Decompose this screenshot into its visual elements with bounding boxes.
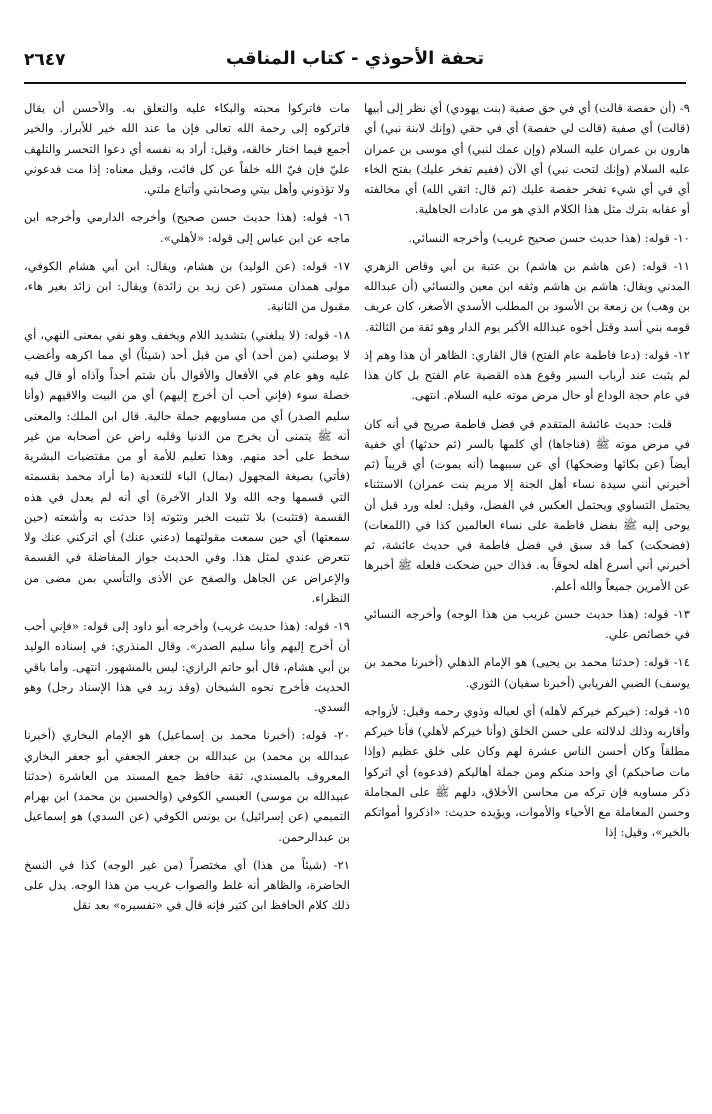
paragraph-note-10: ١٠- قوله: (هذا حديث حسن صحيح غريب) وأخرجه النسائي.: [408, 230, 690, 245]
running-title: تحفة الأحوذي - كتاب المناقب: [225, 48, 485, 69]
paragraph-note-17: ١٧- قوله: (عن الوليد) بن هشام، ويقال: ابن أبي هشام الكوفي، مولى همدان مستور (عن زيد بن زائدة) ويقال: ابن زائد بغير هاء، مقبول من الثانية.: [24, 258, 350, 314]
paragraph-note-18: ١٨- قوله: (لا يبلغني) بتشديد اللام ويخفف وهو نفي بمعنى النهي، أي لا يوصلني (من أحد) أي من قبل أحد (شيئاً) أي مما اكرهه وأغضب عليه وهو عام في الأفعال والأقوال بأن شتم أحداً وآذاه أو قال فيه خصلة سوء (فإني أحب أن أخرج إليهم) أي من البيت والاقيهم (وأنا سليم الصدر) أي من مساويهم جملة حالية. قال ابن الملك: والمعنى أنه ﷺ يتمنى أن يخرج من الدنيا وقلبه راض عن أصحابه من غير سخط على أحد منهم. وهذا تعليم للأمة أو من مقتضيات البشرية (فأتي) بصيغة المجهول (بمال) الباء للتعدية (ما أراد محمد بقسمته التي قسمها وجه الله ولا الدار الآخرة) أي أنه لم يعدل في هذه القسمة (فتثبت) بلا تثبيت الخبر وتثوته إذا حدثت به وأشعته (حين سمعتها) أي حين سمعت مقولتهما (دعني عنك) أي اتركني عنك ولا تتعرض عندي لمثل هذا. وفي الحديث جواز المفاضلة في القسمة والإعراض عن الجاهل والصفح عن الأذى والتأسي بمن مضى من النظراء.: [24, 327, 350, 605]
header-rule: [24, 82, 686, 84]
paragraph-commentary: قلت: حديث عائشة المتقدم في فضل فاطمة صريح في أنه كان في مرض موته ﷺ (فناجاها) أي كلمها بالسر (ثم حدثها) أي خفية أيضاً (عن بكائها وضحكها) أي عن سببهما (أنه يموت) أي قريباً (ثم أخبرني أنني سيدة نساء أهل الجنة إلا مريم بنت عمران) الاستثناء يحتمل التساوي ويحتمل العكس في الفضل، وقيل: لعله ورد قبل أن يوحى إليه ﷺ بفضل فاطمة على نساء العالمين كذا في (اللمعات) (فضحكت) كما قد سبق في فضل فاطمة في حديث عائشة، ثم أخبرني أني أسرع أهله لحوقاً به. فذاك حين ضحكت فلعله ﷺ أخبرها عن الأمرين جميعاً والله أعلم.: [364, 416, 690, 593]
paragraph-note-11: ١١- قوله: (عن هاشم بن هاشم) بن عتبة بن أبي وقاص الزهري المدني ويقال: هاشم بن هاشم وثقه ابن معين والنسائي (أن عبدالله بن وهب) بن زمعة بن الأسود بن المطلب الأسدي الأصغر، كان عريف قومه بني أسد وقتل أخوه عبدالله الأكبر يوم الدار وهو ثقة من الثالثة.: [364, 258, 690, 334]
paragraph-note-13: ١٣- قوله: (هذا حديث حسن غريب من هذا الوجه) وأخرجه النسائي في خصائص علي.: [364, 606, 690, 641]
right-column: [364, 98, 690, 1098]
paragraph-note-12: ١٢- قوله: (دعا فاطمة عام الفتح) قال القاري: الظاهر أن هذا وهم إذ لم يثبت عند أرباب السير وقوع هذه القضية عام الفتح بل كان هذا في عام حجة الوداع أو حال مرض موته عليه السلام. انتهى.: [364, 347, 690, 403]
paragraph-note-16: ١٦- قوله: (هذا حديث حسن صحيح) وأخرجه الدارمي وأخرجه ابن ماجه عن ابن عباس إلى قوله: «لأهلي».: [24, 210, 350, 245]
page-header: [24, 44, 686, 74]
paragraph-continuation: مات فاتركوا محبته والبكاء عليه والتعلق به. والأحسن أن يقال فاتركوه إلى رحمة الله تعالى فإن ما عند الله خير للأبرار. والخير أجمع فيما اختار خالقه، وقيل: أراد به نفسه أي دعوا التحسر والتلهف عليّ فإن فيّ الله خلفاً عن كل فائت، وقيل معناه: إذا مت فدعوني ولا تؤذوني وأهل بيتي وصحابتي وأتباع ملتي.: [24, 101, 350, 196]
paragraph-note-9: ٩- (أن حفصة قالت) أي في حق صفية (بنت يهودي) أي نظر إلى أبيها (قالت) أي صفية (قالت لي حفصة) أي في حقي (وإنك لابنة نبي) أي هارون بن عمران عليه السلام (وإن عمك لنبي) أي موسى بن عمران عليه السلام (وإنك لتحت نبي) أي الآن (ففيم تفخر عليك) بفتح الخاء أي في أي شيء تفخر حفصة عليك (ثم قال: اتقي الله) أي مخالفته أو عقابه بترك مثل هذا الكلام الذي هو من عادات الجاهلية.: [364, 101, 690, 217]
paragraph-note-19: ١٩- قوله: (هذا حديث غريب) وأخرجه أبو داود إلى قوله: «فإني أحب أن أخرج إليهم وأنا سليم الصدر». وقال المنذري: في إسناده الوليد بن أبي هشام، قال أبو حاتم الرازي: ليس بالمشهور. انتهى. وأما باقي الحديث فأخرج نحوه الشيخان (وقد زيد في هذا الإسناد رجل) وهو السدي.: [24, 619, 350, 714]
paragraph-note-20: ٢٠- قوله: (أخبرنا محمد بن إسماعيل) هو الإمام البخاري (أخبرنا عبدالله بن محمد) بن عبدالله بن جعفر الجعفي أبو جعفر البخاري المعروف بالمسندي، ثقة حافظ جمع المسند من العاشرة (حدثنا عبيدالله بن موسى) العبسي الكوفي (والحسين بن محمد) ابن بهرام التميمي (عن إسرائيل) بن يونس الكوفي (عن السدي) هو إسماعيل بن عبدالرحمن.: [24, 728, 350, 844]
page-number: ٢٦٤٧: [24, 50, 66, 70]
paragraph-note-14: ١٤- قوله: (حدثنا محمد بن يحيى) هو الإمام الذهلي (أخبرنا محمد بن يوسف) الضبي الفريابي (أخبرنا سفيان) الثوري.: [364, 655, 690, 690]
left-column: [24, 98, 350, 1098]
paragraph-note-15: ١٥- قوله: (خيركم خيركم لأهله) أي لعياله وذوي رحمه وقيل: لأزواجه وأقاربه وذلك لدلالته على حسن الخلق (وأنا خيركم لأهلي) فأنا خيركم مطلقاً وكان أحسن الناس عشرة لهم وكان على خلق عظيم (وإذا مات صاحبكم) أي واحد منكم ومن جملة أهاليكم (فدعوه) أي اتركوا ذكر مساويه فإن تركه من محاسن الأخلاق، دلهم ﷺ على المجاملة وحسن المعاملة مع الأحياء والأموات، ويؤيده حديث: «اذكروا أمواتكم بالخير»، وقيل: إذا: [364, 703, 690, 840]
paragraph-note-21: ٢١- (شيئاً من هذا) أي مختصراً (من غير الوجه) كذا في النسخ الحاضرة، والظاهر أنه غلط والصواب غريب من هذا الوجه. يدل على ذلك كلام الحافظ ابن كثير فإنه قال في «تفسيره» بعد نقل: [24, 857, 350, 913]
